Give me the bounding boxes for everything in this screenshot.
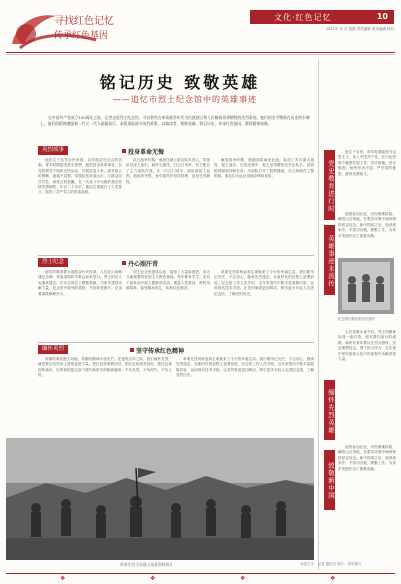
editor-credits: 本版文字：记者 通讯员 图片：资料图片 [300,562,362,566]
column-divider [318,140,319,570]
body-text: 人民英雄永垂不朽。烈士的精神如同一座灯塔，照亮我们前行的道路。新时代青年要以先烈为榜样，坚定理想信念，勇于担当作为，在实现中华民族伟大复兴的征程中贡献青春力量。 [338,330,396,362]
body-text: 他们的事迹被当地群众代代传颂，人们在山间修建纪念碑，每逢清明时节都会前来祭扫。烈士的后人也继承遗志，在各自岗位上默默奉献，为家乡建设贡献力量。纪念馆中陈列的遗物、书信和老照片，记录着那段峥嵘岁月。 [38,270,122,296]
article-title: 铭记历史 致敬英雄 [99,73,261,92]
column-divider-top [318,60,319,140]
top-rule [6,52,395,53]
side-banner-3: 缅怀先烈英雄 [324,380,335,440]
body-text: 革命先烈用鲜血和生命换来了今天的幸福生活。我们要牢记历史，不忘初心，继承先烈遗志，在新时代的征程上奋勇前进。纪念馆工作人员介绍，近年来馆内不断丰富展陈内容，运用现代技术手段，让英烈事迹更加鲜活，吸引更多年轻人走进纪念馆，了解党的历史。 [176,357,314,378]
body-text: 他生于农家，青年时期接受马克思主义，加入中国共产党。在白色恐怖下秘密开展工作，多次被捕，受尽酷刑，始终坚贞不屈，严守党的秘密，最终英勇就义。 [338,150,396,176]
section-heading-2: 丹心照汗青 [122,259,158,268]
footer-ornament: ❖ [60,575,66,582]
masthead-line2: 传承红色基因 [54,31,109,41]
main-photo-caption: 革命先烈当年战斗场景资料图片 [120,562,174,567]
masthead-logo [6,4,124,54]
section-name: 文化·红色记忆 [274,13,332,22]
body-text: 他曾参加长征，历经艰难险阻，翻雪山过草地，在艰苦环境中始终保持坚定信念。新中国成立后，他回到家乡，不居功自傲，默默工作，为家乡发展作出了重要贡献。 [338,212,396,238]
right-photo-caption: 纪念馆内展出的历史照片 [338,317,376,321]
body-text: 革命先烈用鲜血和生命换来了今天的幸福生活。我们要牢记历史，不忘初心，继承先烈遗志，在新时代的征程上奋勇前进。纪念馆工作人员介绍，近年来馆内不断丰富展陈内容，运用现代技术手段，让英烈事迹更加鲜活，吸引更多年轻人走进纪念馆，了解党的历史。 [214,270,314,296]
body-text: 英雄的事迹感天动地，英雄的精神永放光芒。在建党百年之际，我们缅怀先烈，就是要从英烈身上汲取奋进力量，把红色资源利用好、把红色传统发扬好、把红色基因传承好，以昂扬的姿态奋力谱写新时代的崭新篇章，不负先烈，不负时代，不负人民。 [38,357,172,378]
section-rule [38,255,314,256]
section-header-bar [250,10,394,24]
section-heading-3: 坚守传承红色精神 [130,346,184,355]
body-text: 他出生于贫苦农民家庭，自幼饱尝旧社会的苦难。青年时期接受进步思想，毅然投身革命事业，在党的领导下组织农民运动，开展武装斗争。面对敌人的围剿，他毫不畏惧，带领队伍转战山区，与群众同甘共苦，深受百姓爱戴。在一次战斗中为掩护战友转移英勇牺牲，年仅二十余岁。他用生命践行了入党誓言，展现了共产党人的崇高品格。 [38,158,122,195]
body-text: 他曾参加长征，历经艰难险阻，翻雪山过草地，在艰苦环境中始终保持坚定信念。新中国成立后，他回到家乡，不居功自傲，默默工作，为家乡发展作出了重要贡献。 [338,445,396,471]
side-banner-2: 英雄事迹永流传 [324,225,335,295]
side-banner-4: 致敬新中国 [324,450,335,510]
masthead-line1: 寻找红色记忆 [54,16,114,27]
article-intro: 在中国共产党成立100周年之际，记者走进烈士纪念馆，寻访那些在革命战争年代为民族独立和人民解放英勇牺牲的先烈事迹。他们的名字镌刻在历史的丰碑上，他们的精神激励着一代又一代人砥砺前行。本版选取部分英烈故事，以飨读者，致敬英雄，铭记历史，传承红色基因，赓续精神血脉。 [40,115,310,126]
page-number: 10 [376,12,388,21]
section-tag-3: 缅怀英烈 [38,345,68,354]
footer-ornament: ❖ [150,575,156,582]
footer-ornament: ❖ [330,575,336,582]
section-tag-1: 英烈故事 [38,146,68,155]
body-text: 抗日战争时期，他担任地方游击队负责人，带领队员深入敌后，破坏交通线，打击日伪军，有力配合了主力部队作战。在一次反扫荡中，部队被敌人包围，他组织突围，身负重伤仍坚持指挥，直至壮烈牺牲。 [126,158,210,184]
footer-rule [6,573,395,574]
body-text: 烈士纪念馆建成以来，接待了大量参观者，成为当地重要的爱国主义教育基地。每年都有学生、党员干部来此开展主题教育活动，重温入党誓词，聆听英雄故事，接受精神洗礼，传承红色基因。 [126,270,210,291]
right-photo [338,258,394,314]
body-text: 解放战争时期，他随部队南征北战，参加了多次重大战役，屡立战功。在攻坚战中，他主动请缨担任突击队长，冒着枪林弹雨冲锋在前，为部队打开了胜利通道，自己却倒在了黎明前。战友们永远记得他冲锋的身影。 [214,158,314,179]
top-rule-thin [6,54,395,55]
header-meta: 2021年 月 日 星期 责任编辑 美术编辑 校对 [325,27,394,31]
side-banner-1: 党史教育进行时 [324,150,335,220]
section-rule [38,342,314,343]
section-heading-1: 投身革命无悔 [122,147,164,156]
footer-ornament: ❖ [240,575,246,582]
main-photo [6,438,314,560]
article-subtitle: ——追忆市烈士纪念馆中的英雄事迹 [113,95,257,104]
section-tag-2: 烈士纪念 [38,258,68,267]
